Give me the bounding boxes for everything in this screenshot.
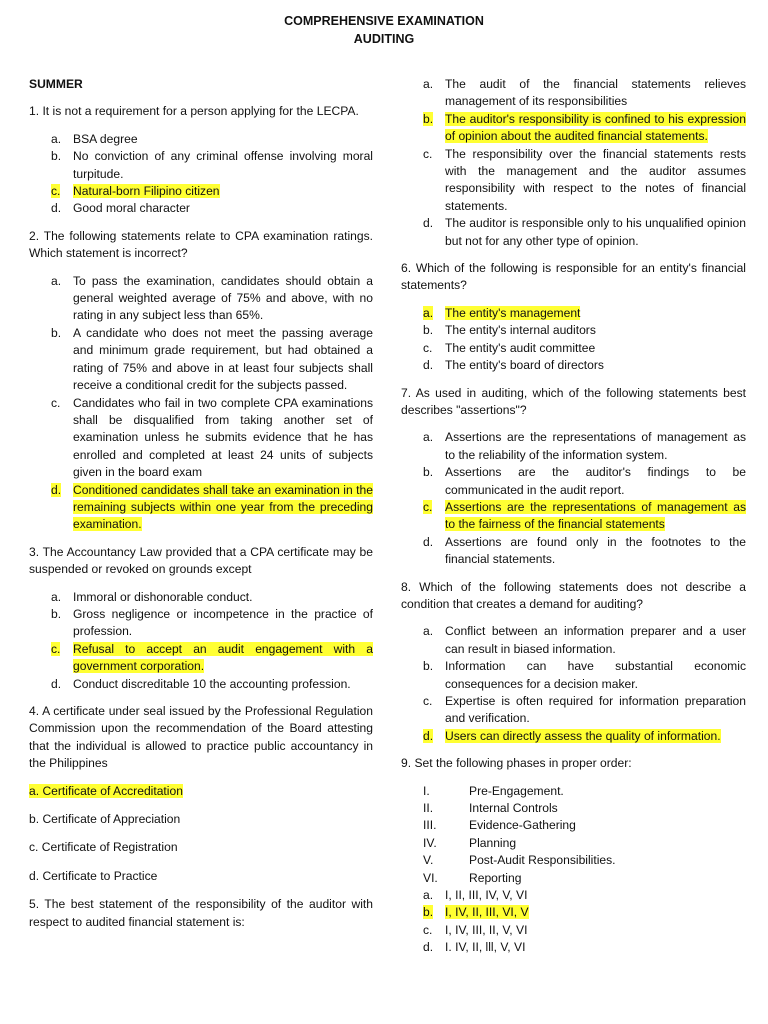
option-item: d. Conduct discreditable 10 the accounting profession. — [51, 676, 351, 691]
option-item: d. I. IV, II, lll, V, VI — [423, 940, 526, 955]
option-item: a. Conflict between an information preparer and a user can result in biased information. — [423, 624, 746, 656]
question-8: 8. Which of the following statements does not describe a condition that creates a demand for auditing? — [401, 579, 746, 611]
option-item: c. Expertise is often required for information preparation and verification. — [423, 694, 746, 726]
question-9-options — [401, 887, 746, 957]
document-subtitle: AUDITING — [353, 32, 415, 46]
option-item: c. Certificate of Registration — [29, 840, 178, 855]
option-item-highlighted: b. I, IV, II, III, VI, V — [423, 905, 529, 920]
phase-item: I. Pre-Engagement. — [423, 783, 564, 798]
question-4: 4. A certificate under seal issued by the Professional Regulation Commission upon the recommendation of the Board attesting that the individual is allowed to practice public accountancy in the Philippines — [29, 704, 373, 771]
option-item: b. Gross negligence or incompetence in the practice of profession. — [51, 606, 373, 639]
document-title: COMPREHENSIVE EXAMINATION — [284, 14, 484, 28]
option-item-highlighted: a. The entity's management — [423, 305, 581, 320]
option-item: a. The audit of the financial statements relieves management of its responsibilities — [423, 77, 746, 109]
option-item: b. No conviction of any criminal offense involving moral turpitude. — [51, 149, 373, 181]
question-5: 5. The best statement of the responsibility of the auditor with respect to audited financial statement is: — [29, 897, 373, 929]
question-7-options — [401, 429, 746, 568]
phase-item: III. Evidence-Gathering — [423, 818, 576, 833]
phase-item: V. Post-Audit Responsibilities. — [423, 853, 616, 868]
option-item: b. Assertions are the auditor's findings to be communicated in the audit report. — [423, 465, 746, 497]
option-item: c. The responsibility over the financial statements rests with the management and the auditor assumes responsibility with respect to the notes of financial statements. — [423, 146, 746, 213]
option-item-highlighted: d. Users can directly assess the quality of information. — [423, 728, 721, 743]
phase-item: IV. Planning — [423, 835, 517, 850]
phase-item: VI. Reporting — [423, 870, 522, 885]
option-item: c. The entity's audit committee — [423, 340, 596, 355]
question-9: 9. Set the following phases in proper order: — [401, 756, 632, 771]
option-item: c. I, IV, III, II, V, VI — [423, 922, 528, 937]
option-item: c. Candidates who fail in two complete CPA examinations shall be disqualified from taking another set of examination unless he submits evidence that he has enrolled and completed at least 24 units of subjects given in the board exam — [51, 395, 373, 480]
question-6: 6. Which of the following is responsible for an entity's financial statements? — [401, 261, 746, 293]
question-1-options — [29, 131, 373, 218]
option-item-highlighted: c. Natural-born Filipino citizen — [51, 184, 220, 199]
question-8-options — [401, 623, 746, 745]
option-item: a. Immoral or dishonorable conduct. — [51, 589, 253, 604]
option-item: a. I, II, III, IV, V, VI — [423, 888, 528, 903]
phase-item: II. Internal Controls — [423, 801, 558, 816]
option-item-highlighted: c. Assertions are the representations of management as to the fairness of the financial statements — [423, 499, 746, 532]
option-item: b. Certificate of Appreciation — [29, 812, 181, 827]
option-item: d. The entity's board of directors — [423, 358, 604, 373]
question-7: 7. As used in auditing, which of the following statements best describes "assertions"? — [401, 385, 746, 417]
right-column — [401, 76, 746, 967]
question-3: 3. The Accountancy Law provided that a CPA certificate may be suspended or revoked on grounds except — [29, 544, 373, 577]
option-item: d. Assertions are found only in the footnotes to the financial statements. — [423, 534, 746, 567]
option-item: d. The auditor is responsible only to his unqualified opinion but not for any other type of opinion. — [423, 216, 746, 248]
option-item: a. BSA degree — [51, 131, 138, 146]
option-item: d. Certificate to Practice — [29, 868, 158, 883]
left-column — [29, 76, 373, 941]
option-item-highlighted: b. The auditor's responsibility is confined to his expression of opinion about the audited financial statements. — [423, 111, 746, 144]
option-item: b. A candidate who does not meet the passing average and minimum grade requirement, but had obtained a rating of 75% and above in at least four subjects shall receive a conditional credit for the subjects passed. — [51, 325, 373, 393]
option-item: b. The entity's internal auditors — [423, 323, 596, 338]
question-2: 2. The following statements relate to CPA examination ratings. Which statement is incorrect? — [29, 228, 373, 261]
option-item-highlighted: d. Conditioned candidates shall take an examination in the remaining subjects within one year from the preceding examination. — [51, 482, 373, 532]
option-item-highlighted: a. Certificate of Accreditation — [29, 783, 183, 798]
question-3-options — [29, 589, 373, 693]
option-item: a. To pass the examination, candidates should obtain a general weighted average of 75% and above, with no rating in any subject less than 65%. — [51, 273, 373, 323]
question-9-phases — [401, 783, 746, 887]
option-item: a. Assertions are the representations of management as to the reliability of the information system. — [423, 430, 746, 462]
question-1: 1. It is not a requirement for a person applying for the LECPA. — [29, 104, 359, 119]
option-item: b. Information can have substantial economic consequences for a decision maker. — [423, 659, 746, 691]
question-5-options — [401, 76, 746, 250]
section-label: SUMMER — [29, 77, 83, 91]
option-item-highlighted: c. Refusal to accept an audit engagement with a government corporation. — [51, 641, 373, 674]
option-item: d. Good moral character — [51, 201, 190, 216]
question-2-options — [29, 273, 373, 534]
document-header — [0, 12, 768, 48]
question-6-options — [401, 305, 746, 375]
